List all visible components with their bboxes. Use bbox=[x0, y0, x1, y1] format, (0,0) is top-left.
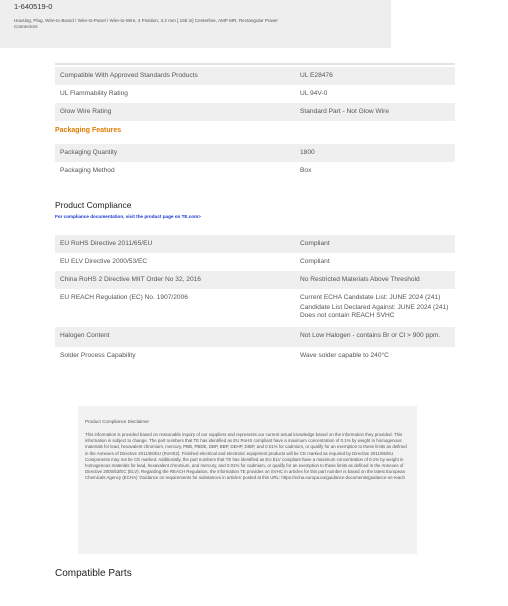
reach-candidate-list: Current ECHA Candidate List: JUNE 2024 (241) bbox=[300, 294, 441, 301]
spec-table bbox=[55, 67, 455, 121]
row-label: Solder Process Capability bbox=[60, 352, 136, 359]
compatible-parts-title: Compatible Parts bbox=[55, 568, 132, 579]
table-row bbox=[55, 327, 455, 347]
compliance-doc-link[interactable]: For compliance documentation, visit the product page on TE.com> bbox=[55, 214, 201, 219]
table-row bbox=[55, 347, 455, 365]
row-value bbox=[300, 294, 450, 320]
table-row bbox=[55, 67, 455, 85]
row-label: Packaging Quantity bbox=[60, 149, 118, 156]
row-value: Wave solder capable to 240°C bbox=[300, 352, 389, 359]
row-label: Compatible With Approved Standards Products bbox=[60, 72, 198, 79]
product-header bbox=[0, 0, 391, 48]
disclaimer-title: Product Compliance Disclaimer bbox=[85, 419, 150, 424]
row-value: Not Low Halogen - contains Br or Cl > 900 ppm. bbox=[300, 332, 441, 339]
reach-svhc-status: Does not contain REACH SVHC bbox=[300, 312, 395, 319]
row-value: 1800 bbox=[300, 149, 315, 156]
row-label: EU RoHS Directive 2011/65/EU bbox=[60, 240, 153, 247]
table-row bbox=[55, 162, 455, 180]
row-value: Standard Part - Not Glow Wire bbox=[300, 108, 390, 115]
row-value: Compliant bbox=[300, 258, 330, 265]
table-row bbox=[55, 271, 455, 289]
row-label: EU ELV Directive 2000/53/EC bbox=[60, 258, 148, 265]
row-value: UL 94V-0 bbox=[300, 90, 328, 97]
compliance-table bbox=[55, 235, 455, 365]
part-number: 1-640519-0 bbox=[14, 2, 53, 11]
product-compliance-title: Product Compliance bbox=[55, 200, 132, 210]
row-value: UL E28476 bbox=[300, 72, 333, 79]
row-value: Box bbox=[300, 167, 312, 174]
table-row bbox=[55, 235, 455, 253]
row-value: Compliant bbox=[300, 240, 330, 247]
table-row bbox=[55, 289, 455, 327]
part-description: Housing, Plug, Wire-to-Board / Wire-to-Panel / Wire-to-Wire, 4 Position, 4.2 mm [.165 in] Centerline, AMP MR, Rectangular Power Connectors bbox=[14, 18, 278, 29]
table-row bbox=[55, 253, 455, 271]
reach-declared-against: Candidate List Declared Against: JUNE 2024 (241) bbox=[300, 304, 449, 311]
row-label: Packaging Method bbox=[60, 167, 115, 174]
packaging-features-title: Packaging Features bbox=[55, 127, 122, 134]
table-top-divider bbox=[55, 63, 455, 65]
row-label: China RoHS 2 Directive MIIT Order No 32, 2016 bbox=[60, 276, 201, 283]
row-label: Glow Wire Rating bbox=[60, 108, 112, 115]
table-row bbox=[55, 85, 455, 103]
packaging-table bbox=[55, 144, 455, 180]
compliance-disclaimer-box bbox=[78, 406, 417, 554]
table-row bbox=[55, 144, 455, 162]
row-label: EU REACH Regulation (EC) No. 1907/2006 bbox=[60, 294, 188, 301]
disclaimer-text: This information is provided based on reasonable inquiry of our suppliers and represents our current actual knowledge based on the information they provided. This information is subject to change. The part numbers that TE has identified as EU RoHS compliant have a maximum concentration of 0.1% by weight in homogenous materials for lead, hexavalent chromium, mercury, PBB, PBDE, DBP, BBP, DEHP, DIBP, and 0.01% for cadmium, or qualify for an exemption to these limits as defined in the Annexes of Directive 2011/65/EU (RoHS2). Finished electrical and electronic equipment products will be CE marked as required by Directive 2011/65/EU. Components may not be CE marked. Additionally, the part numbers that TE has identified as EU ELV compliant have a maximum concentration of 0.1% by weight in homogenous materials for lead, hexavalent chromium, and mercury, and 0.01% for cadmium, or qualify for an exemption to these limits as defined in the Annexes of Directive 2000/53/EC (ELV). Regarding the REACH Regulation, the information TE provides on SVHC in articles for this part number is based on the latest European Chemicals Agency (ECHA) 'Guidance on requirements for substances in articles' posted at this URL: https://echa.europa.eu/guidance-documents/guidance-on-reach bbox=[85, 432, 407, 481]
table-row bbox=[55, 103, 455, 121]
row-label: Halogen Content bbox=[60, 332, 110, 339]
row-value: No Restricted Materials Above Threshold bbox=[300, 276, 420, 283]
row-label: UL Flammability Rating bbox=[60, 90, 128, 97]
